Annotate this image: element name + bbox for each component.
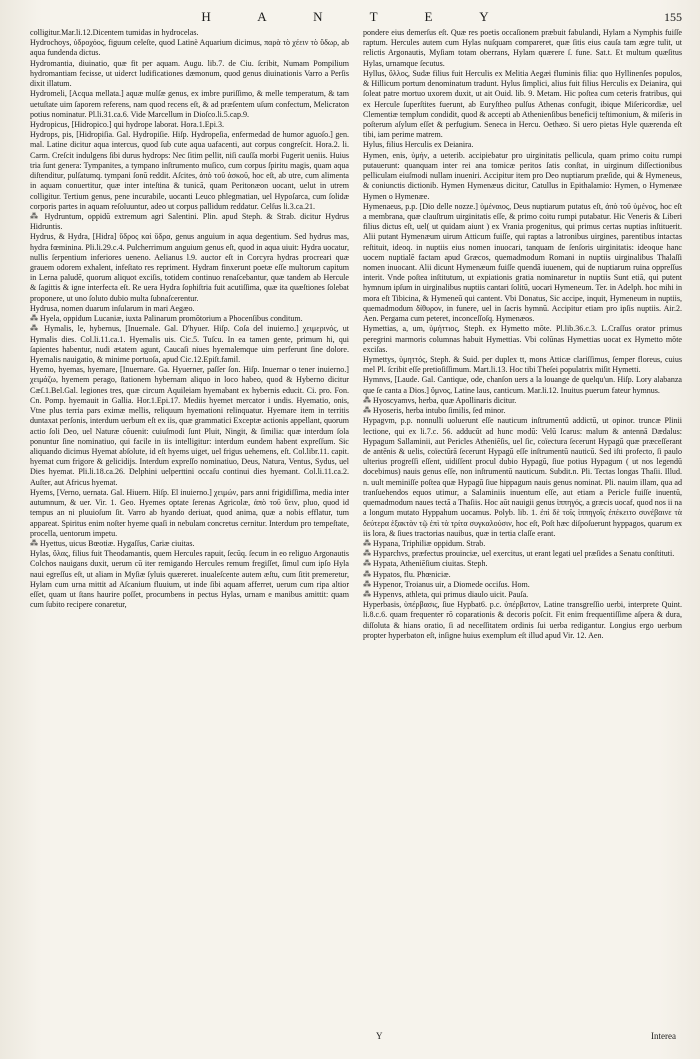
running-title: H A N T E Y [201,9,511,24]
dictionary-entry: Hydropicus, [Hidropico.] qui hydrope laborat. Hora.1.Epi.3. [30,119,224,129]
dictionary-entry: Hydromantia, diuinatio, quæ fit per aquam. Augu. lib.7. de Ciu. ſcribit, Numam Pompilium hydromantiam fecisse, ut uiderct ludificationes dæmonum, quod genus diuinationis Varro a Perſis dixit illatum. [30,58,349,89]
dictionary-entry: Hydrochoys, ὑδροχόος, figuum celeſte, quod Latinè Aquarium dicimus, παρὰ τὸ χέειν τὸ ὕδωρ, ab aqua fundenda dictus. [30,38,349,58]
right-column [363,28,682,641]
dictionary-entry: ⁂ Hyparchvs, præfectus prouinciæ, uel exercitus, ut erant legati uel præſides a Senatu conſtituti. [363,549,675,559]
dictionary-entry: Hymnvs, [Laude. Gal. Cantique, ode, chanſon uers a la louange de quelqu'un. Hiſp. Lory alabanza que ſe canta a Dios.] ὕμνος, Latine laus, canticum. Mar.li.12. Inuitus puerum fateur hymnus. [363,375,682,395]
dictionary-entry: ⁂ Hypenvs, athleta, qui primus diaulo uicit. Pauſa. [363,590,529,600]
left-column [30,28,349,641]
dictionary-entry: Hylas, ὕλας, filius fuit Theodamantis, quem Hercules rapuit, ſecūq. ſecum in eo religuo Argonautis Colchos nauigans duxit, uerum cū iter remigando Hercules remum fregiſſet, ſimul cum ipſo Hyla naui egreſſus eſt, ut aliam in Myſiæ ſyluis quæreret. inualeſcente autem æſtu, cum ſitit premeretur, Hylam cum urna mittit ad Aſcanium fluuium, ut inde ſibi aquam afferret, uerum cum ripa altior eſſet, quam ut ſtans haurire poſſet, procumbens in pectus Hylas, urnam e manibus amittit: quam cum ſubito recipere conaretur, [30,549,349,610]
dictionary-entry: ⁂ Hyoscyamvs, herba, quæ Apollinaris dicitur. [363,395,517,405]
dictionary-entry: pondere eius demerſus eſt. Quæ res poetis occaſionem præbuit fabulandi, Hylam a Nymphis fuiſſe raptum. Hercules autem cum Hylas nuſquam compareret, quæ ſitis eius cauſa tam ægre tulit, ut relictis Argonautis, Myſiam totam oberrans, Hylam quærere ſ. fune. Sat.t. Et multum quæſitus Hylas, urnamque ſecutus. [363,28,682,68]
catchword: Interea [651,1031,676,1041]
dictionary-entry: Hyemo, hyemas, hyemare, [Inuernare. Ga. Hyuerner, paſſer ſon. Hiſp. Inuernar o tener inuierno.] χειμάζω, hyemem perago, ſtationem hybernam aliquo in loco habeo, quod & Hyberno dicitur Cæſ.1.Bel.Gal. legiones tres, quæ circum Aquileiam hyemabant ex hybernis educit. Ci. pro. Fon. Cn. Pomp. hyemauit in Gallia. Hor.1.Epi.17. Mediis hyemet mercator i undis. Hyematio, onis, Vtne plus terria pars eximæ mellis, reliquum hyemationi relinquatur. Hyemare item in territis duntaxat perſonis, interdum uerbum eſt ex iis, quæ grammatici Exceptæ actionis appellant, quorum actio ſoli Deo, uel Naturæ cōuenit: cuiuſmodi ſunt Pluit, Ningit, & ſimilia: quæ interdum ſola ponuntur ſine nominatiuo, qui facile in iis intelligitur: interdum eundem habent expreſſum. Sic aliquando dicimus Hyemat abſolute, id eſt hyems uiget, uel frigus uehemens, eſt. Col.libr.11. capit. hyemat cum frigore & gelicidijs. Interdum expreſſo nominatiuo, Deus, Natura, Ventus, Sydus, uel Dies hyemat. Pli.li.18.ca.26. Delphini uelperttini occaſu continui dies hyemant. Col.li.11.ca.2. Auſter, aut Africus hyemat. [30,365,349,487]
dictionary-entry: Hymen, enis, ὑμήν, a ueterib. accipiebatur pro uirginitatis pellicula, quam primo coitu rumpi putauerunt: quanquam inter rei ana tomicæ peritos ſatis conſtat, in uirginum diſſectionibus pelliculam eiuſmodi nullam inueniri. Accipitur item pro Deo nuptiarum præſide, qui & Hymeneus, & coniunctis dictionib. Hymen Hymenæus dicitur, Catullus in Epithalamio: Hymen, o Hymenæe Hymen o Hymenæe. [363,150,682,201]
dictionary-entry: ⁂ Hypatos, flu. Phœniciæ. [363,569,451,579]
dictionary-entry: Hyems, [Verno, uernata. Gal. Hiuern. Hiſp. El inuierno.] χειμών, pars anni frigidiſſima, media inter autumnum, & uer. Vir. 1. Geo. Hyemes optate ſerenas Agricolæ, ἀπὸ τοῦ ὕειν, pluo, quod id tempus an ni pluuioſum ſit. Varro ab hyando deriuat, quod anima, quæ a nobis efflatur, tum appareat. Spiritus enim noſter hyeme quaſi in nebulam concretus cernitur. Interdum pro tempeſtate, procella, uentorum impetu. [30,487,349,538]
dictionary-entry: Hyllus, ὕλλος, Sudæ filius fuit Herculis ex Melitia Aegæi fluminis filia: quo Hyllinenſes populos, & Hillicum portum denominatum tradunt. Hylus ſimplici, alius fuit filius Herculis ex Deianira, qui ſoleat patre mortuo uxorem duxit, ut ait Ouid. lib. 9. Metam. Hic poſtea cum ceteris fratribus, qui ex Hercule ſuperſtites fuerunt, ab Euryſtheo pulſus Athenas confugit, ibique Miſericordiæ, uel Clementiæ templum condidit, quod & accepti ab Athenienſibus beneficij teſtimonium, & miſeris in poſterum aſylum eſſet & perfugium. Seneca in Hercu. Oethæo. Si uero pietas Hyle quærenda eſt tibi, iam perime matrem. [363,68,682,140]
dictionary-entry: Hylus, filius Herculis ex Deianira. [363,140,474,150]
dictionary-entry: Hydromeli, [Acqua mellata.] aquæ mulſæ genus, ex imbre puriſſimo, & melle temperatum, & tam uetuſtate uim ſaporem referens, nam quod recens eſt, & ad præſentem uſum confectum, Melicraton potius nominatur. Pl.li.31.ca.6. Vide Marcellum in Dioſco.li.5.cap.9. [30,89,349,119]
dictionary-entry: ⁂ Hyettus, uicus Bœotiæ. Hygaſſus, Cariæ ciuitas. [30,538,195,548]
dictionary-entry: Hydrus, & Hydra, [Hidra] ὕδρος καὶ ὕδρα, genus anguium in aqua degentium. Sed hydrus mas, hydra fœminina. Pli.li.29.c.4. Pulcherrimum anguium genus eſt, quod in aqua uiuit: Hydra uocatur, nullis ſerpentium inferiores ueneno. Aelianus l.9. auctor eſt in Corcyra hydras procreari quæ grauem odorem exhalent, infeſtato res repriment. Hydram finxerunt poetæ eſſe multorum capitum in Lerna paludē, quorum aliquot exciſis, totidem continuo renaſcebantur, quæ tandem ab Hercule & ſagittis & igne interfecta eſt. Re uera Hydra ſophiſtria fuit acutiſſima, quæ ita quæſtiones ſolebat proponere, ut uno ſoluto dubio multa ſubnaſcerentur. [30,232,349,303]
two-column-body [30,28,682,641]
signature-mark: Y [376,1031,383,1041]
dictionary-entry: ⁂ Hypana, Triphiliæ oppidum. Strab. [363,538,486,548]
dictionary-entry: ⁂ Hymalis, le, hybernus, [Inuernale. Gal. D'hyuer. Hiſp. Coſa del inuierno.] χειμερινός, ut Hymalis dies. Col.li.11.ca.1. Hyemalis uis. Cic.5. Tuſcu. In ea tamen gente, primum hi, qui ſapientes habentur, nudi ætatem agunt, Caucaſi niues hyemalemque uim perferunt ſine dolore. Hyemalis nauigatio, & minime portuoſa, apud Cic.12.Epiſt.famil. [30,324,349,364]
dictionary-entry: ⁂ Hyoseris, herba intubo ſimilis, ſed minor. [363,406,506,416]
dictionary-entry: Hymettys, ὑμηττός, Steph. & Suid. per duplex tt, mons Atticæ clariſſimus, ſemper floreus, cuius mel Pl. ſcribit eſſe pretioſiſſimum. Mart.li.13. Hoc tibi Theſei populatrix miſit Hymetti. [363,355,682,375]
dictionary-entry: ⁂ Hydruntum, oppidū extremum agri Salentini. Plin. apud Steph. & Strab. dicitur Hydrus Hidruntis. [30,211,349,232]
dictionary-entry: Hypagvm, p.p. nonnulli uoluerunt eſſe nauticum inſtrumentū addictū, ut opinor. truncæ Plinii lectione, qui ex li.7.c. 56. adducūt ad hunc modū: Velū Icarus: malum & antennā Dædalus: Hypagum Sallaminii, aut Pericles Atheniēſis, uel ſic, coïectura ſecerunt Hypagū quæ præceſſerant de antēnis & uelis, coïectūrā ſecerunt Hypagū eſſe inſtrumentū nauticū. Sed iſti profecto, ſi paulo ulterius progreſſi eſſent, uidiſſent procul dubio Hypagū, ſiue potius Hypagum ( ut nos legendū docebimus) nauis genus eſſe, non inſtrumentū nauticum. Subdit.n. Pli. Tectas longas Thaſii. Illud. n. uult meminiſſe poſtea quæ Hypagū ſiue hippagum nauis genus nominat. Pli. nauim illam, qua ad tranſuehendos equos utimur, a Salaminiis inuentum eſſe, aut etiam a Pericle fuiſſe inuentū, quemadmodum naues tectā a Thaſiis. Hoc aūt nauigii genus ἱππηγός, a græcis uocaf, quod nos ii na a longum mutato Hyppahum uocamus. Polyb. lib. 1. ἐπὶ δὲ τοῖς ἱππηγοῖς ἐπέκειτο συνέβαινε τὰ δεύτερα ἑξακτὰν τῷ ἐπὶ τὰ τρίτα συγκαλούσιν, hoc eſt, Poſt hæc diſpoſuerunt hyppagos, quarum ex iis lora, & ſiues tractorias nauibus, quæ in tertia claſſe erant. [363,416,682,538]
running-head [30,8,682,26]
dictionary-entry: ⁂ Hyela, oppidum Lucaniæ, iuxta Palinarum promōtorium a Phocenſibus conditum. [30,314,303,324]
page-number: 155 [664,10,682,24]
dictionary-entry: Hydrops, pis, [Hidropiſia. Gal. Hydropiſie. Hiſp. Hydropeſia, enfermedad de humor aguoſo.] gen. mal. Latine dicitur aqua intercus, quod ſub cute aqua uafacenti, aut corpus congreſcit. Hora.2. li. Carm. Creſcit indulgens ſibi durus hydrops: Nec ſitim pellit, niſi cauſſa morbi Fugerit ueniis. Huius tria ſunt genera: Tympanites, a tympano inſtrumento muſico, cum corpus ſpiritu magis, quam aqua diſtenditur, pulſatumq. tympani ſonū reddit. Aſcites, ἀπὸ τοῦ ἀσκοῦ, hoc eſt, ab utre, cum alimenta in aquam conuertitur, quæ inter inteſtina & tunicā, quam Peritonæon uocant, uelut in utrem colligitur. Tertium genus, pene incurabile, uocanti Leuco phlegmatian, uel Hypoſarca, cum ſolidæ corporis partes in aquam reſoluuntur, adeo ut corpus pallidum reddatur. Celſus li.3.ca.21. [30,130,349,211]
dictionary-entry: Hymettias, a, um, ὑμήττιος, Steph. ex Hymetto mōte. Pl.lib.36.c.3. L.Craſſus orator primus peregrini marmoris columnas habuit Hymettias. Vbi colūnas Hymettias uocat ex Hymetto mōte exciſas. [363,324,682,354]
dictionary-entry: Hydrusa, nomen duarum inſularum in mari Aegæo. [30,303,195,313]
dictionary-entry: ⁂ Hypenor, Troianus uir, a Diomede occiſus. Hom. [363,579,530,589]
dictionary-entry: Hymenaeus, p.p. [Dio delle nozze.] ὑμέναιος, Deus nuptiarum putatus eſt, ἀπὸ τοῦ ὑμένος, hoc eſt a membrana, quæ clauſtrum uirginitatis eſſe, & primo coitu rumpi putabatur. Hic Veneris & Liberi filius dictus eſt, uel( ut quidam aiunt ) ex Vrania progenitus, qui primus certas nuptias inſtituerit. Alii putant Hymenæum uirum Atticum fuiſſe, qui raptas a latronibus uirgines, parentibus intactas reſtituit, ideoq. in nuptiis eius nomen inuocari, tanquam de ſenſoris uirginitatis: ideoque hanc uocem nuptialē factam apud Græcos, quemadmodum Romani in nuptiis uirginalibus Thalaſſi nomen inuocant. Alii dicunt Hymenæum fuiſſe quendā iuuenem, qui de nuptiarum ruina oppreſſus interit. Vnde poſtea inſtitutum, ut expiationis gratia nominaretur in nuptiis Sunt etiā, qui putent hymnum ipſum in uirginalibus nuptiis cantari ſolitū, uocari Hymeneum. Ter. in Adelph. hoc mihi in mora eſt Tibicina, & Hymeneū qui cantent. Vbi Donatus, Sic accipe, inquit, Hymeneum in nuptiis, quemadmodum δίθυρον, in funere, uel in ſacris hymnū. Accipitur etiam pro ipſis nuptiis. Air.2. Aen. Pergama cum peteret, inconceſſoſq. Hymenæos. [363,201,682,324]
dictionary-entry: colligitur.Mar.li.12.Dicentem tumidas in hydrocelas. [30,28,199,37]
dictionary-entry: Hyperbasis, ὑπέρβασις, ſiue Hypbat6. p.c. ὑπέρβατον, Latine transgreſſio uerbi, interprete Quint. li.8.c.6. quam frequenter rō coparationis & decoris poſcit. Fit enim frequentiſſime aſpera & dura, diſſoluta & hians oratio, ſi ad neceſſitatem ordinis ſui uerba redigantur. Longius ergo uerbum propter hyperbaton eſt, inſigne huius exemplum eſt illud apud Vir. 12. Aen. [363,600,682,640]
dictionary-entry: ⁂ Hypata, Atheniēſium ciuitas. Steph. [363,559,488,569]
page-footer [376,1031,676,1041]
